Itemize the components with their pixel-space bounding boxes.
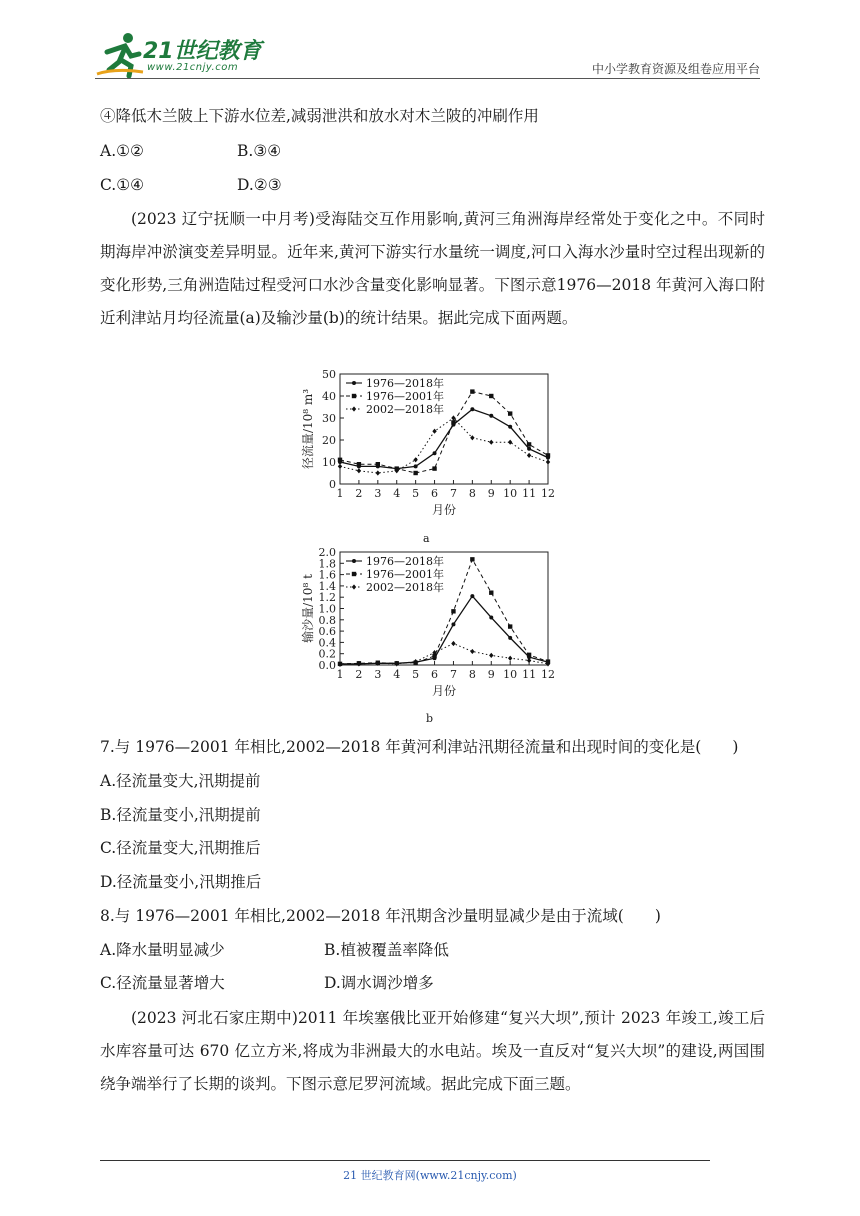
y-tick-label: 0.4	[318, 636, 336, 650]
sediment-chart	[290, 544, 570, 710]
x-tick-label: 4	[393, 487, 401, 500]
data-point	[451, 622, 455, 626]
x-tick-label: 10	[503, 487, 518, 500]
x-tick-label: 3	[374, 487, 382, 500]
data-point	[432, 429, 436, 434]
y-axis-label: 输沙量/10⁸ t	[301, 574, 315, 643]
x-axis-label: 月份	[431, 684, 457, 698]
series-line	[340, 644, 548, 665]
question-7-stem: 7.与 1976—2001 年相比,2002—2018 年黄河利津站汛期径流量和出现时间的变化是( )	[100, 738, 739, 756]
data-point	[451, 420, 455, 424]
data-point	[546, 459, 550, 464]
data-point	[470, 389, 474, 393]
platform-name: 中小学教育资源及组卷应用平台	[591, 62, 760, 76]
data-point	[376, 462, 380, 466]
series-line	[340, 409, 548, 468]
data-point	[338, 464, 342, 469]
data-point	[352, 584, 356, 589]
x-tick-label: 11	[522, 668, 537, 681]
data-point	[508, 425, 512, 429]
option-item-4: ④降低木兰陂上下游水位差,减弱泄洪和放水对木兰陂的冲刷作用	[100, 107, 539, 125]
data-point	[451, 609, 455, 613]
x-tick-label: 2	[355, 668, 363, 681]
page-footer[interactable]: 21 世纪教育网(www.21cnjy.com)	[343, 1169, 517, 1182]
logo-text: 21世纪教育	[143, 39, 262, 64]
data-point	[376, 470, 380, 475]
data-point	[413, 457, 417, 462]
y-tick-label: 0	[329, 478, 336, 491]
q8-option-b[interactable]: B.植被覆盖率降低	[324, 941, 449, 959]
data-point	[338, 458, 342, 462]
x-tick-label: 8	[468, 668, 476, 681]
x-tick-label: 2	[355, 487, 363, 500]
y-tick-label: 40	[322, 390, 336, 403]
x-tick-label: 1	[336, 487, 344, 500]
question-8-stem: 8.与 1976—2001 年相比,2002—2018 年汛期含沙量明显减少是由于流域( )	[100, 907, 661, 925]
q8-option-d[interactable]: D.调水调沙增多	[324, 974, 434, 992]
q7-option-d[interactable]: D.径流量变小,汛期推后	[100, 873, 262, 891]
legend-label: 1976—2001年	[366, 390, 444, 403]
y-tick-label: 1.4	[318, 579, 336, 593]
data-point	[489, 394, 493, 398]
data-point	[451, 641, 455, 646]
y-tick-label: 10	[322, 456, 336, 469]
answer-option-a[interactable]: A.①②	[100, 142, 144, 160]
legend-label: 2002—2018年	[366, 403, 444, 416]
x-axis-label: 月份	[431, 503, 457, 517]
data-point	[470, 649, 474, 654]
data-point	[489, 616, 493, 620]
x-tick-label: 5	[412, 487, 420, 500]
y-tick-label: 0.8	[318, 613, 336, 627]
answer-option-b[interactable]: B.③④	[237, 142, 282, 160]
q7-option-a[interactable]: A.径流量变大,汛期提前	[100, 772, 261, 790]
legend-label: 1976—2018年	[366, 377, 444, 390]
x-tick-label: 6	[431, 668, 439, 681]
footer-divider	[100, 1160, 710, 1161]
data-point	[357, 468, 361, 473]
runner-icon	[95, 30, 145, 78]
data-point	[470, 435, 474, 440]
data-point	[527, 442, 531, 446]
x-tick-label: 9	[487, 487, 495, 500]
answer-option-c[interactable]: C.①④	[100, 176, 145, 194]
q8-option-a[interactable]: A.降水量明显减少	[100, 941, 225, 959]
x-tick-label: 12	[541, 487, 555, 500]
data-point	[352, 572, 356, 576]
data-point	[527, 453, 531, 458]
x-tick-label: 9	[487, 668, 495, 681]
x-tick-label: 5	[412, 668, 420, 681]
y-tick-label: 20	[322, 434, 336, 447]
data-point	[413, 471, 417, 475]
data-point	[489, 440, 493, 445]
y-tick-label: 2.0	[318, 546, 336, 559]
y-tick-label: 30	[322, 412, 336, 425]
chart-b-caption: b	[426, 712, 434, 725]
q8-option-c[interactable]: C.径流量显著增大	[100, 974, 225, 992]
data-point	[508, 636, 512, 640]
data-point	[527, 653, 531, 657]
data-point	[414, 464, 418, 468]
y-axis-label: 径流量/10⁸ m³	[301, 388, 315, 470]
y-tick-label: 1.2	[318, 591, 336, 605]
data-point	[546, 453, 550, 457]
data-point	[527, 447, 531, 451]
chart-a-caption: a	[423, 532, 430, 545]
x-tick-label: 7	[449, 487, 457, 500]
data-point	[433, 451, 437, 455]
y-tick-label: 0.2	[318, 647, 336, 661]
data-point	[470, 407, 474, 411]
data-point	[432, 466, 436, 470]
series-line	[340, 596, 548, 664]
data-point	[489, 653, 493, 658]
x-tick-label: 8	[468, 487, 476, 500]
data-point	[352, 381, 356, 385]
page-header	[95, 30, 760, 80]
x-tick-label: 10	[503, 668, 518, 681]
header-divider	[95, 78, 760, 79]
y-tick-label: 0.0	[318, 659, 336, 672]
site-logo[interactable]	[95, 30, 265, 78]
data-point	[352, 394, 356, 398]
x-tick-label: 7	[449, 668, 457, 681]
passage-intro-1: (2023 辽宁抚顺一中月考)受海陆交互作用影响,黄河三角洲海岸经常处于变化之中。不同时期海岸冲淤演变差异明显。近年来,黄河下游实行水量统一调度,河口入海水沙量时空过程出现新的变化形势,三角洲造陆过程受河口水沙含量变化影响显著。下图示意1976—2018 年黄河入海口附近利津站月均径流量(a)及输沙量(b)的统计结果。据此完成下面两题。	[100, 210, 765, 327]
logo-url: www.21cnjy.com	[147, 62, 239, 73]
x-tick-label: 1	[336, 668, 344, 681]
legend-label: 1976—2001年	[366, 568, 444, 581]
data-point	[508, 440, 512, 445]
data-point	[508, 624, 512, 628]
y-tick-label: 0.6	[318, 625, 336, 639]
y-tick-label: 1.6	[318, 568, 336, 582]
data-point	[527, 658, 531, 663]
legend-label: 2002—2018年	[366, 581, 444, 594]
q7-option-b[interactable]: B.径流量变小,汛期提前	[100, 806, 261, 824]
data-point	[508, 656, 512, 661]
runoff-chart	[290, 364, 570, 536]
y-tick-label: 1.0	[318, 602, 336, 616]
data-point	[352, 559, 356, 563]
data-point	[508, 411, 512, 415]
answer-option-d[interactable]: D.②③	[237, 176, 282, 194]
y-tick-label: 50	[322, 368, 336, 381]
x-tick-label: 6	[431, 487, 439, 500]
x-tick-label: 12	[541, 668, 555, 681]
data-point	[489, 414, 493, 418]
data-point	[470, 557, 474, 561]
x-tick-label: 11	[522, 487, 537, 500]
data-point	[470, 594, 474, 598]
passage-intro-2: (2023 河北石家庄期中)2011 年埃塞俄比亚开始修建“复兴大坝”,预计 2023 年竣工,竣工后水库容量可达 670 亿立方米,将成为非洲最大的水电站。埃及一直反对“复兴大坝”的建设,两国围绕争端举行了长期的谈判。下图示意尼罗河流域。据此完成下面三题。	[100, 1009, 765, 1093]
data-point	[357, 462, 361, 466]
x-tick-label: 3	[374, 668, 382, 681]
x-tick-label: 4	[393, 668, 401, 681]
y-tick-label: 1.8	[318, 557, 336, 571]
q7-option-c[interactable]: C.径流量变大,汛期推后	[100, 839, 261, 857]
legend-label: 1976—2018年	[366, 555, 444, 568]
data-point	[489, 590, 493, 594]
data-point	[352, 406, 356, 411]
